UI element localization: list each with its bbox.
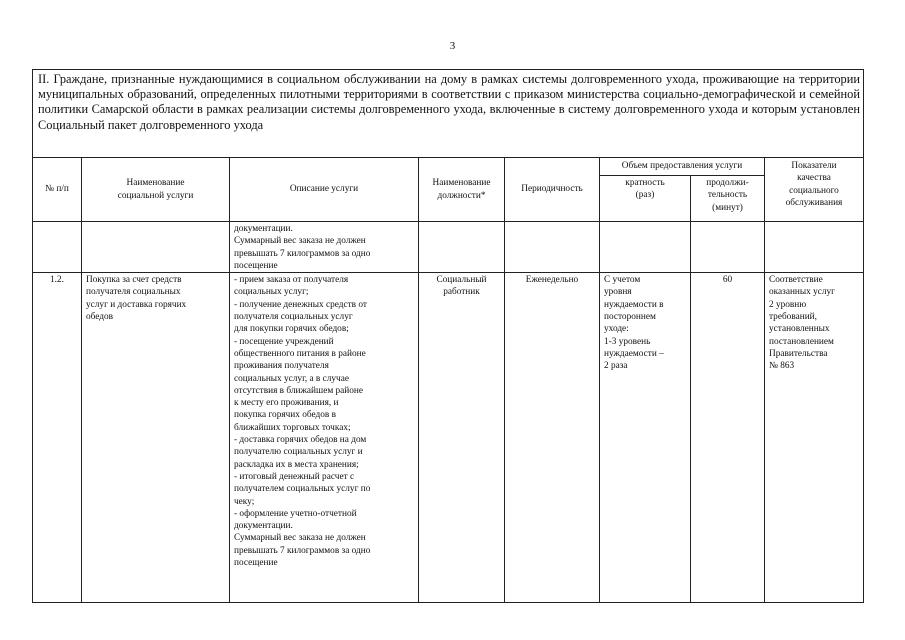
text-line: - получение денежных средств от [234,299,367,310]
text-line: Показатели [791,161,837,171]
text-line: С учетом [604,275,641,286]
text-line: посещение [234,260,278,271]
text-line: Суммарный вес заказа не должен [234,236,366,247]
text-line: социальных услуг, а в случае [234,373,349,384]
continuation-row [33,222,864,273]
text-line: - итоговый денежный расчет с [234,471,355,482]
text-line: продолжи- [706,178,749,188]
text-line: оказанных услуг [769,287,835,298]
cont-num-cell [33,222,82,273]
text-line: Социальный [436,275,487,286]
header-multiplicity [600,176,691,222]
text-line: постороннем [604,312,656,323]
text-line: Еженедельно [525,275,579,286]
text-line: для покупки горячих обедов; [234,324,349,335]
table-row [33,273,864,603]
row-service-name [82,273,230,603]
text-line: 1-3 уровень [604,336,651,347]
text-line: покупка горячих обедов в [234,410,336,421]
header-position [419,158,505,222]
text-line: нуждаемости – [604,348,664,359]
text-line: 60 [722,275,733,286]
text-line: общественного питания в районе [234,348,366,359]
text-line: Покупка за счет средств [86,275,182,286]
text-line: документации. [234,224,293,234]
text-line: чеку; [234,496,255,507]
header-description [230,158,419,222]
row-duration [691,273,765,603]
text-line: Периодичность [521,184,583,195]
text-line: обслуживания [785,197,843,208]
text-line: № п/п [45,184,69,195]
text-line: Наименование [432,178,491,189]
text-line: постановлением [769,336,834,347]
text-line: ближайших торговых точках; [234,422,351,433]
header-service-name [82,158,230,222]
text-line: Объем предоставления услуги [621,161,743,171]
text-line: получателю социальных услуг и [234,447,363,458]
text-line: - посещение учреждений [234,336,334,347]
cont-position-cell [419,222,505,273]
text-line: Правительства [769,348,828,359]
text-line: - оформление учетно-отчетной [234,508,357,519]
text-line: (раз) [635,190,655,201]
text-line: проживания получателя [234,361,329,372]
text-line: качества [797,173,831,184]
page-number: 3 [449,40,456,52]
text-line: должности* [437,190,486,201]
header-num [33,158,82,222]
row-multiplicity [600,273,691,603]
cont-multiplicity-cell [600,222,691,273]
header-quality [765,158,864,222]
text-line: раскладка их в места хранения; [234,459,359,470]
text-line: Суммарный вес заказа не должен [234,533,366,544]
text-line: социального [789,185,839,196]
text-line: тельность [707,190,748,201]
header-duration [691,176,765,222]
text-line: получателя социальных [86,287,181,298]
header-periodicity [505,158,600,222]
text-line: Описание услуги [289,184,359,195]
text-line: - доставка горячих обедов на дом [234,435,367,446]
row-periodicity [505,273,600,603]
text-line: - прием заказа от получателя [234,275,349,286]
text-line: услуг и доставка горячих [86,299,187,310]
text-line: обедов [86,312,114,323]
services-table [32,69,864,603]
text-line: к месту его проживания, и [234,398,339,409]
text-line: превышать 7 килограммов за одно [234,545,371,556]
text-line: 2 раза [604,361,628,372]
text-line: установленных [769,324,830,335]
cont-description [230,222,419,273]
row-num: 1.2. [33,273,82,603]
text-line: получателя социальных услуг [234,312,353,323]
text-line: кратность [625,178,665,188]
text-line: социальных услуг; [234,287,309,298]
text-line: Наименование [126,178,185,189]
text-line: получателем социальных услуг по [234,484,371,495]
cont-periodicity-cell [505,222,600,273]
text-line: посещение [234,558,278,569]
text-line: работник [443,287,480,298]
text-line: Соответствие [769,275,823,286]
text-line: требований, [769,312,817,323]
header-volume [600,158,765,176]
header-row-1 [33,158,864,176]
cont-duration-cell [691,222,765,273]
text-line: уходе: [604,324,629,335]
cont-quality-cell [765,222,864,273]
text-line: уровня [604,287,632,298]
row-position [419,273,505,603]
text-line: 2 уровню [769,299,807,310]
section-title-row [33,70,864,158]
text-line: документации. [234,521,293,532]
text-line: социальной услуги [117,190,194,201]
text-line: превышать 7 килограммов за одно [234,248,371,259]
text-line: отсутствия в ближайшем районе [234,385,364,396]
text-line: № 863 [769,361,795,372]
cont-service-cell [82,222,230,273]
text-line: (минут) [712,202,743,213]
section-title: II. Граждане, признанные нуждающимися в социальном обслуживании на дому в рамках системы долговременного ухода, проживающие на территории муниципальных образований, определенных пилотными территориями в соответствии с приказом министерства социально-демографической и семейной политики Самарской области в рамках реализации системы долговременного ухода, включенные в систему долговременного ухода и которым установлен Социальный пакет долговременного ухода [33,70,864,158]
text-line: нуждаемости в [604,299,664,310]
row-quality [765,273,864,603]
row-description [230,273,419,603]
